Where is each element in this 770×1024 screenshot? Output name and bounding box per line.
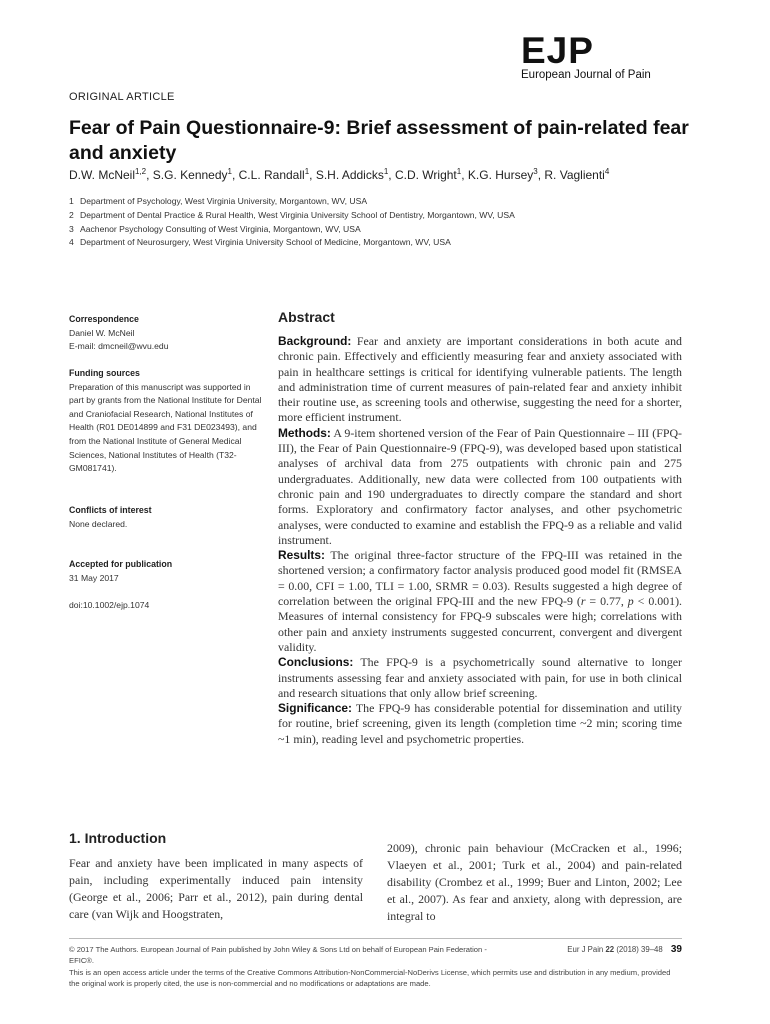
journal-name: European Journal of Pain bbox=[521, 69, 651, 81]
author: R. Vaglienti$^4$ bbox=[544, 167, 610, 182]
footer-divider bbox=[69, 938, 682, 939]
accepted-heading: Accepted for publication bbox=[69, 559, 173, 569]
author: S.H. Addicks$^1$ bbox=[315, 167, 389, 182]
copyright-notice: © 2017 The Authors. European Journal of Pain published by John Wiley & Sons Ltd on behalf of European Pain Federation - EFIC®. bbox=[69, 945, 487, 965]
author: C.L. Randall$^1$ bbox=[238, 167, 310, 182]
affiliation-list bbox=[69, 195, 515, 250]
section-heading-introduction: 1. Introduction bbox=[69, 830, 167, 846]
funding-heading: Funding sources bbox=[69, 368, 140, 378]
author-list: D.W. McNeil$^{1,2}$, S.G. Kennedy$^1$, C.L. Randall$^1$, S.H. Addicks$^1$, C.D. Wright$^1$, K.G. Hursey$^3$, R. Vaglienti$^4$ bbox=[69, 167, 610, 182]
funding-block bbox=[69, 367, 265, 476]
affiliation: 4 Department of Neurosurgery, West Virginia University School of Medicine, Morgantown, WV, USA bbox=[69, 237, 451, 248]
conflicts-text: None declared. bbox=[69, 518, 128, 529]
intro-paragraph-right: 2009), chronic pain behaviour (McCracken et al., 1996; Vlaeyen et al., 2001; Turk et al., 2004) and pain-related disability (Crombez et al., 1999; Buer and Linton, 2002; Lee et al., 2007). As fear and anxiety, along with depression, are integral to bbox=[387, 841, 682, 923]
intro-paragraph-left: Fear and anxiety have been implicated in many aspects of pain, including experimentally induced pain intensity (George et al., 2006; Parr et al., 2012), pain during dental care (van Wijk and Hoogstraten, bbox=[69, 856, 363, 921]
page-number: 39 bbox=[670, 944, 682, 955]
correspondence-email[interactable]: E-mail: dmcneil@wvu.edu bbox=[69, 341, 169, 352]
abstract-results: Results: The original three-factor structure of the FPQ-III was retained in the shortened version; a confirmatory factor analysis produced good model fit (RMSEA = 0.00, CFI = 1.00, TLI = 1.00, SRMR = 0.03). Results suggested a high degree of correlation between the original FPQ-III and the new FPQ-9 (r = 0.77, p < 0.001). Measures of internal consistency for FPQ-9 subscales were high; correlations with other pain and anxiety instruments suggested concurrent, convergent and divergent validity. bbox=[278, 548, 683, 654]
abstract-background: Background: Fear and anxiety are important considerations in both acute and chronic pain. Effectively and efficiently measuring fear and anxiety associated with pain in healthcare settings is critical for identifying vulnerable patients. The length and administration time of current measures of pain-related fear and anxiety inhibit their routine use, as screening tools and otherwise, suggesting the need for a shorter, more efficient instrument. bbox=[278, 334, 682, 425]
article-title: Fear of Pain Questionnaire-9: Brief assessment of pain-related fear and anxiety bbox=[69, 117, 689, 164]
affiliation: 1 Department of Psychology, West Virginia University, Morgantown, WV, USA bbox=[69, 196, 368, 206]
citation-volume: 22 bbox=[605, 945, 615, 954]
author: S.G. Kennedy$^1$ bbox=[152, 167, 232, 182]
funding-text: Preparation of this manuscript was supported in part by grants from the National Institute for Dental and Craniofacial Research, National Institutes of Health (R01 DE014899 and F31 DE023493), and from the National Institute of General Medical Sciences, National Institutes of Health (T32-GM081741). bbox=[69, 381, 262, 474]
license-notice: This is an open access article under the terms of the Creative Commons Attribution-NonCommercial-NoDerivs License, which permits use and distribution in any medium, provided the original work is properly cited, the use is non-commercial and no modifications or adaptations are made. bbox=[69, 968, 671, 988]
conflicts-heading: Conflicts of interest bbox=[69, 505, 152, 515]
accepted-block bbox=[69, 558, 265, 585]
abstract-conclusions: Conclusions: The FPQ-9 is a psychometrically sound alternative to longer instruments assessing fear and anxiety associated with pain, for use in both clinical and research situations that only allow brief screening. bbox=[278, 655, 682, 700]
abstract-body bbox=[278, 334, 682, 747]
affiliation: 2 Department of Dental Practice & Rural Health, West Virginia University School of Dentistry, Morgantown, WV, USA bbox=[69, 209, 515, 220]
journal-logo-mark: EJP bbox=[521, 30, 594, 71]
correspondence-block bbox=[69, 313, 265, 354]
doi[interactable]: doi:10.1002/ejp.1074 bbox=[69, 600, 150, 610]
citation-pages: (2018) 39–48 bbox=[616, 945, 663, 954]
correspondence-heading: Correspondence bbox=[69, 314, 139, 324]
article-type: ORIGINAL ARTICLE bbox=[69, 91, 175, 103]
author: K.G. Hursey$^3$ bbox=[467, 167, 538, 182]
correspondence-name: Daniel W. McNeil bbox=[69, 327, 135, 338]
abstract-methods: Methods: A 9-item shortened version of the Fear of Pain Questionnaire – III (FPQ-III), the Fear of Pain Questionnaire-9 (FPQ-9), was developed based upon statistical analyses of archival data from 275 outpatients with chronic pain and 275 undergraduates. Additionally, new data were collected from 100 outpatients with chronic pain and 190 undergraduates to directly compare the standard and short forms. Exploratory and confirmatory factor analyses, and other psychometric analyses, were conducted to examine and establish the FPQ-9 as a reliable and valid instrument. bbox=[278, 425, 682, 547]
author: C.D. Wright$^1$ bbox=[394, 167, 462, 182]
author: D.W. McNeil$^{1,2}$ bbox=[69, 167, 147, 182]
conflicts-block bbox=[69, 504, 265, 531]
journal-logo bbox=[521, 30, 691, 81]
affiliation: 3 Aachenor Psychology Consulting of West Virginia, Morgantown, WV, USA bbox=[69, 223, 361, 234]
abstract-significance: Significance: The FPQ-9 has considerable potential for dissemination and utility for routine, brief screening, given its length (completion time ~2 min; scoring time ~1 min), reading level and psychometric properties. bbox=[278, 701, 682, 746]
abstract-heading: Abstract bbox=[278, 309, 335, 325]
citation-line bbox=[540, 944, 682, 955]
citation-journal: Eur J Pain bbox=[567, 945, 604, 954]
accepted-date: 31 May 2017 bbox=[69, 572, 119, 583]
